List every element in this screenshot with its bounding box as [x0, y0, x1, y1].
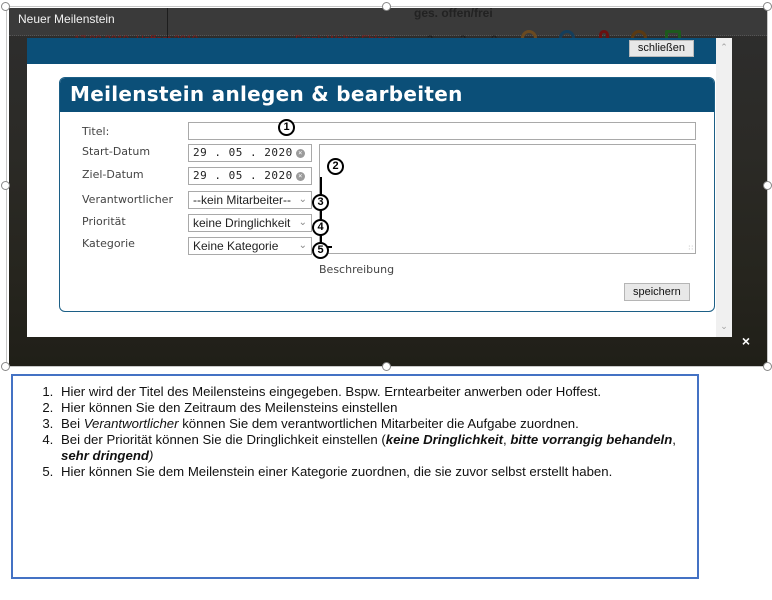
start-date-input[interactable] — [188, 144, 312, 162]
overlay-title: Neuer Meilenstein — [18, 12, 115, 26]
note-text: ) — [148, 448, 154, 463]
callout-connector — [320, 177, 322, 247]
priority-value: keine Dringlichkeit — [193, 216, 291, 230]
background-table-header — [9, 8, 767, 36]
start-date-label: Start-Datum — [82, 145, 151, 158]
scroll-down-icon[interactable]: ⌄ — [720, 322, 728, 332]
note-item-4 — [57, 432, 677, 464]
milestone-dialog — [27, 38, 732, 337]
note-item-1: 1. Hier wird der Titel des Meilensteins eingegeben. Bspw. Erntearbeiter anwerben oder Hoffest. — [57, 384, 677, 400]
callout-badge-4: 4 — [312, 219, 329, 236]
responsible-value: --kein Mitarbeiter-- — [193, 193, 292, 207]
resize-handle[interactable] — [763, 2, 772, 11]
note-text: Bei — [61, 416, 84, 431]
callout-badge-1: 1 — [278, 119, 295, 136]
callout-badge-3: 3 — [312, 194, 329, 211]
note-item-2: 2. Hier können Sie den Zeitraum des Meilensteins einstellen — [57, 400, 677, 416]
close-button[interactable]: schließen — [629, 40, 694, 57]
description-label: Beschreibung — [319, 263, 395, 276]
resize-handle[interactable] — [382, 362, 391, 371]
callout-badge-5: 5 — [312, 242, 329, 259]
resize-handle[interactable] — [382, 2, 391, 11]
note-separator: , — [503, 432, 511, 447]
resize-handle[interactable] — [1, 362, 10, 371]
responsible-label: Verantwortlicher — [82, 193, 173, 206]
note-option: bitte vorrangig behandeln — [510, 432, 673, 447]
milestone-form-panel — [59, 77, 715, 312]
category-select[interactable] — [188, 237, 312, 255]
priority-label: Priorität — [82, 215, 126, 228]
start-date-value: 29 . 05 . 2020 — [193, 146, 293, 159]
note-text: Bei der Priorität können Sie die Dringlichkeit einstellen ( — [61, 432, 386, 447]
priority-select[interactable] — [188, 214, 312, 232]
resize-handle[interactable] — [1, 181, 10, 190]
outer-close-icon[interactable]: × — [741, 333, 750, 349]
form-heading: Meilenstein anlegen & bearbeiten — [60, 78, 714, 112]
end-date-input[interactable] — [188, 167, 312, 185]
resize-handle[interactable] — [763, 181, 772, 190]
resize-grip-icon[interactable]: ∷ — [688, 244, 693, 252]
chevron-down-icon: ⌄ — [298, 240, 307, 251]
end-date-value: 29 . 05 . 2020 — [193, 169, 293, 182]
callout-badge-2: 2 — [327, 158, 344, 175]
category-value: Keine Kategorie — [193, 239, 279, 253]
notes-textbox — [11, 374, 699, 579]
save-button[interactable]: speichern — [624, 283, 690, 301]
note-text: können Sie dem verantwortlichen Mitarbeiter die Aufgabe zuordnen. — [178, 416, 579, 431]
end-date-label: Ziel-Datum — [82, 168, 144, 181]
notes-list — [37, 384, 677, 480]
note-separator: , — [672, 432, 676, 447]
note-option: sehr dringend — [61, 448, 149, 463]
note-item-5: 5. Hier können Sie dem Meilenstein einer Kategorie zuordnen, die sie zuvor selbst erstellt haben. — [57, 464, 677, 480]
background-header-text: ges. offen/frei — [414, 8, 493, 20]
description-textarea[interactable] — [319, 144, 696, 254]
title-label: Titel: — [82, 125, 110, 138]
clear-icon[interactable]: × — [296, 172, 305, 181]
note-emphasis: Verantwortlicher — [83, 416, 179, 431]
responsible-select[interactable] — [188, 191, 312, 209]
title-input[interactable] — [188, 122, 696, 140]
note-item-3 — [57, 416, 677, 432]
chevron-down-icon: ⌄ — [298, 217, 307, 228]
clear-icon[interactable]: × — [296, 149, 305, 158]
resize-handle[interactable] — [763, 362, 772, 371]
category-label: Kategorie — [82, 237, 135, 250]
dialog-header-bar — [27, 38, 716, 64]
scroll-up-icon[interactable]: ⌃ — [720, 43, 728, 53]
dialog-scrollbar[interactable] — [716, 38, 732, 337]
chevron-down-icon: ⌄ — [298, 194, 307, 205]
resize-handle[interactable] — [1, 2, 10, 11]
note-option: keine Dringlichkeit — [385, 432, 503, 447]
